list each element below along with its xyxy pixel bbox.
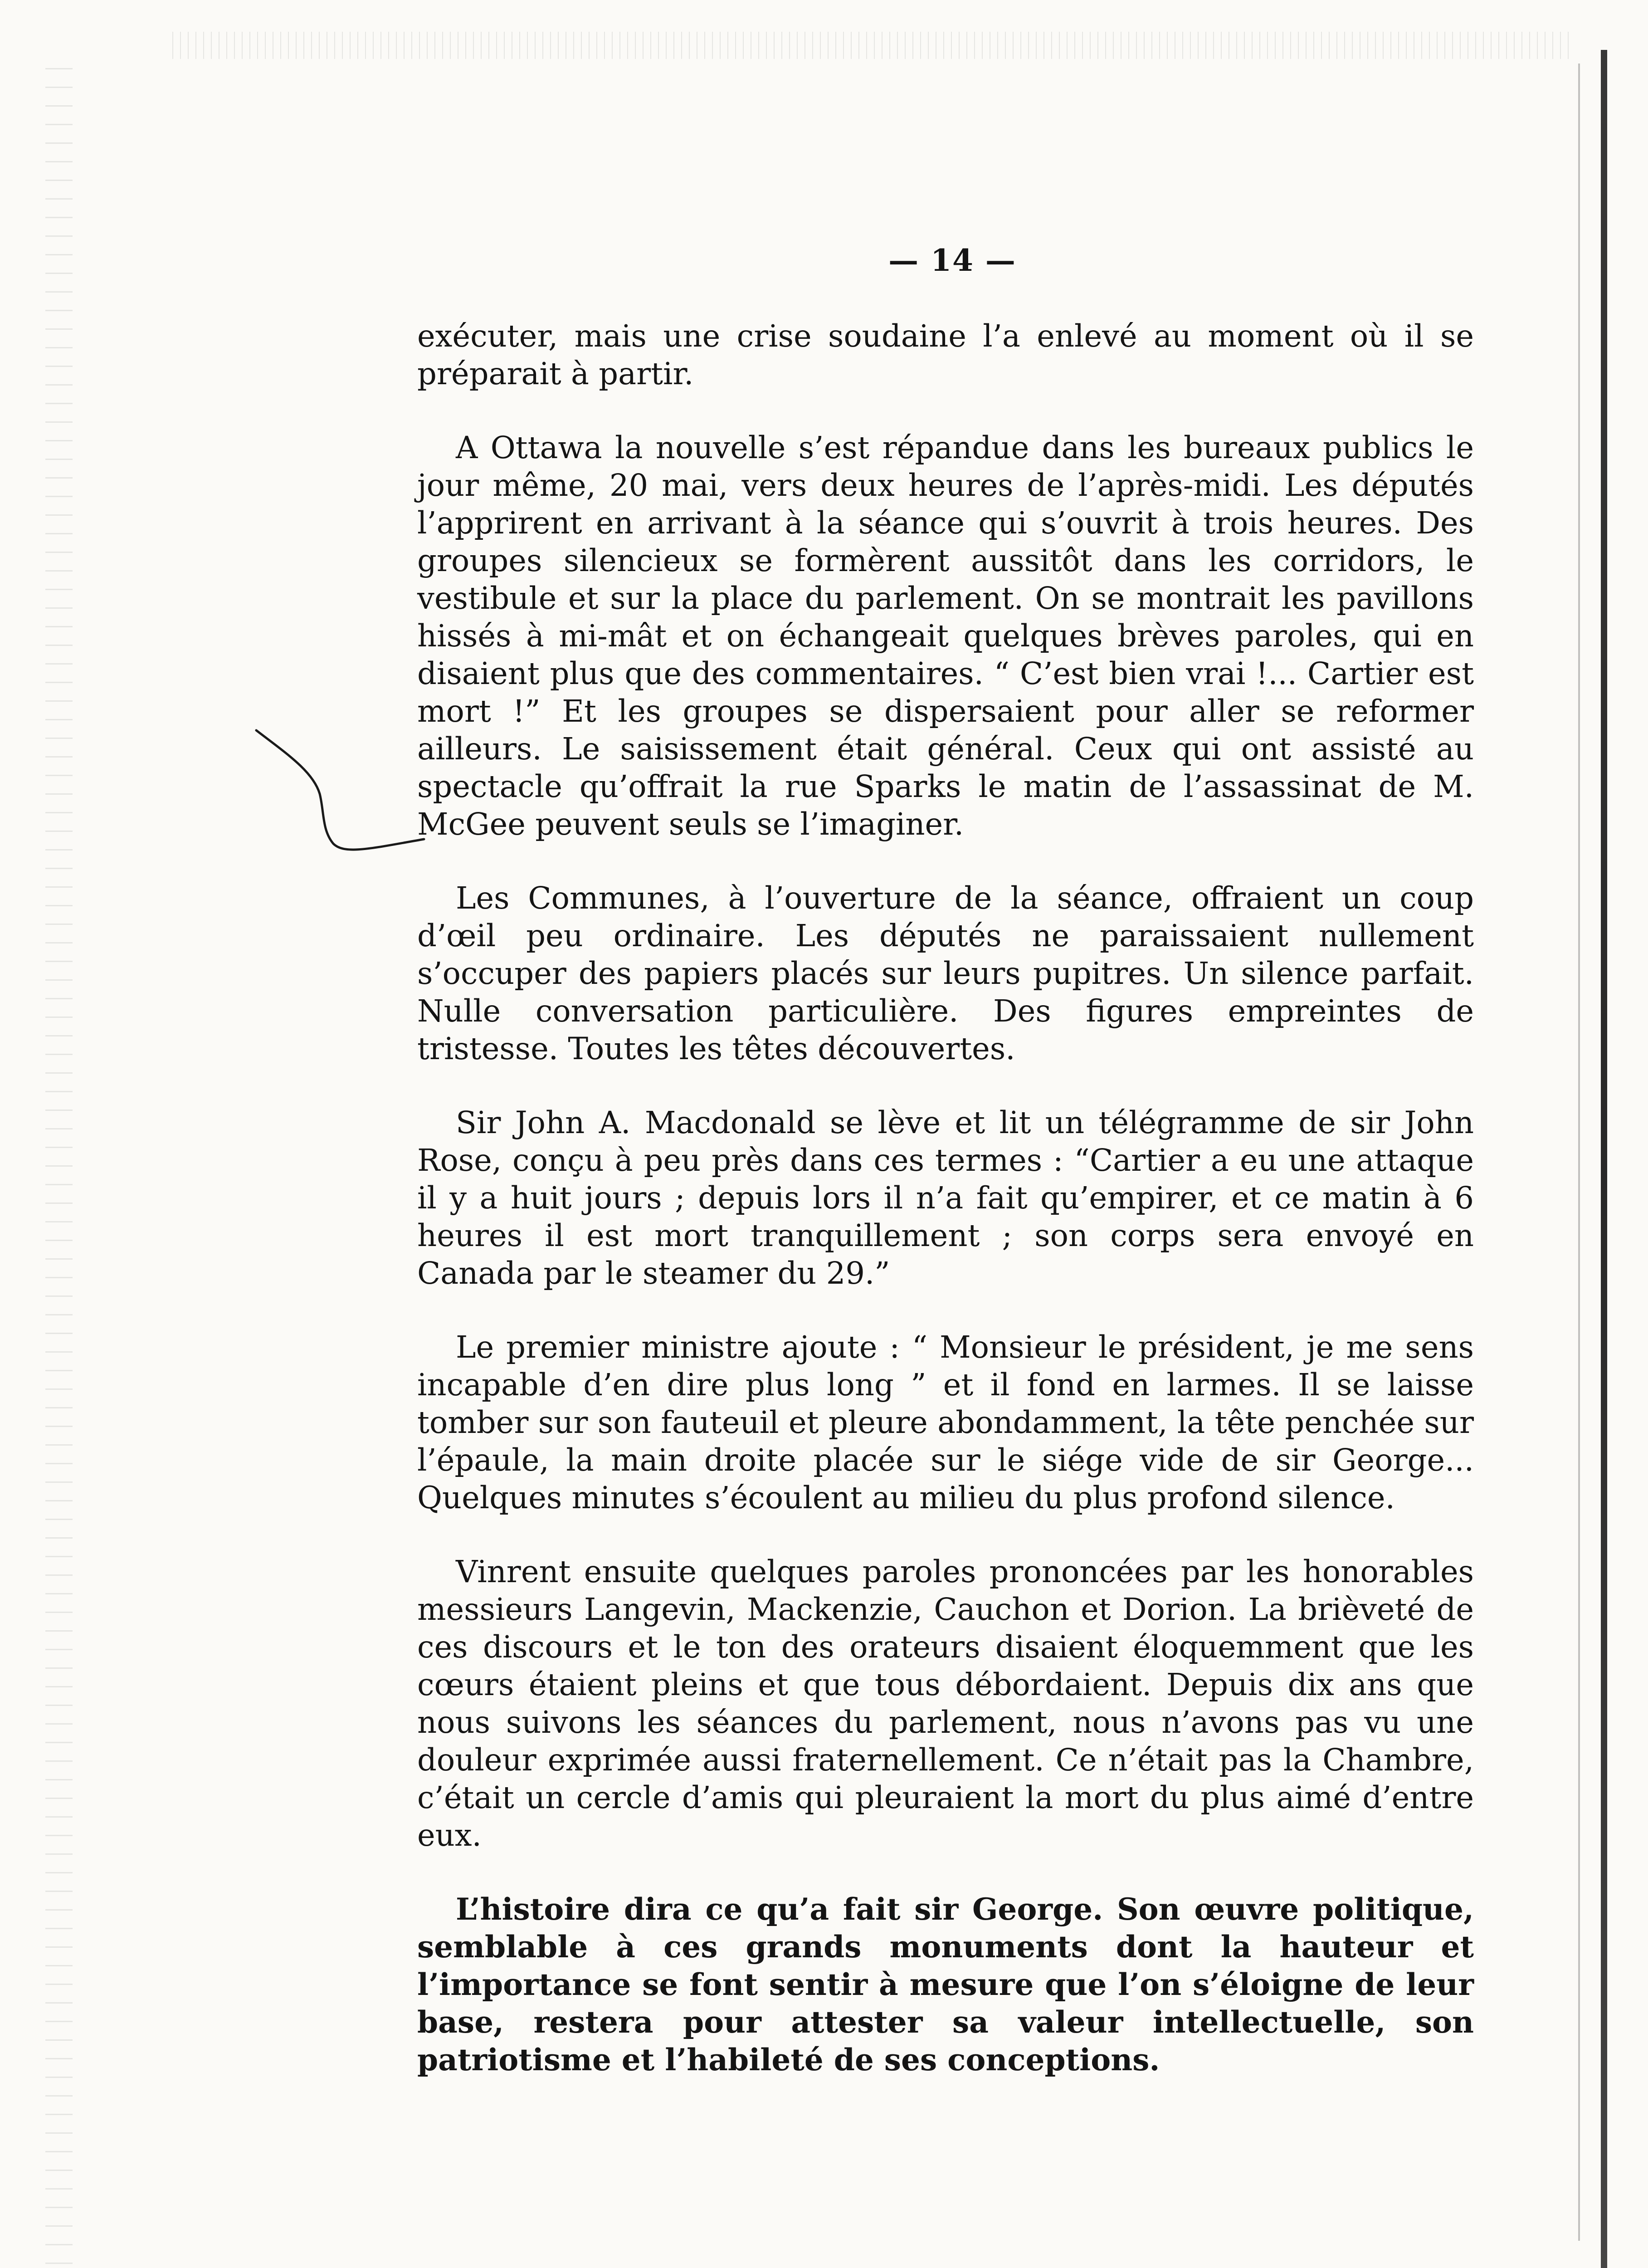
binding-shadow: [1578, 64, 1580, 2241]
paragraph-macdonald-telegram: Sir John A. Macdonald se lève et lit un télégramme de sir John Rose, conçu à peu près dans ces termes : “Cartier a eu une attaque il y a huit jours ; depuis lors il n’a fait qu’empirer, et ce matin à 6 heures il est mort tranquillement ; son corps sera envoyé en Canada par le steamer du 29.”: [417, 1105, 1474, 1291]
body-text: [417, 318, 1474, 2115]
scan-noise-top: [172, 32, 1575, 59]
paragraph-history: L’histoire dira ce qu’a fait sir George. Son œuvre politique, semblable à ces grands monuments dont la hauteur et l’importance se font sentir à mesure que l’on s’éloigne de leur base, restera pour attester sa valeur intellectuelle, son patriotisme et l’habileté de ses conceptions.: [417, 1892, 1474, 2077]
paragraph-ottawa-news: A Ottawa la nouvelle s’est répandue dans les bureaux publics le jour même, 20 mai, vers deux heures de l’après-midi. Les députés l’apprirent en arrivant à la séance qui s’ouvrit à trois heures. Des groupes silencieux se formèrent aussitôt dans les corridors, le vestibule et sur la place du parlement. On se montrait les pavillons hissés à mi-mât et on échangeait quelques brèves paroles, qui en disaient plus que des commentaires. “ C’est bien vrai !... Cartier est mort !” Et les groupes se dispersaient pour aller se reformer ailleurs. Le saisissement était général. Ceux qui ont assisté au spectacle qu’offrait la rue Sparks le matin de l’assassinat de M. McGee peuvent seuls se l’imaginer.: [417, 430, 1474, 842]
page-edge-rule: [1601, 50, 1607, 2268]
page-number: — 14 —: [888, 243, 1016, 278]
paragraph-continuation: exécuter, mais une crise soudaine l’a enlevé au moment où il se préparait à partir.: [417, 318, 1474, 391]
paragraph-speeches: Vinrent ensuite quelques paroles prononcées par les honorables messieurs Langevin, Mackenzie, Cauchon et Dorion. La brièveté de ces discours et le ton des orateurs disaient éloquemment que les cœurs étaient pleins et que tous débordaient. Depuis dix ans que nous suivons les séances du parlement, nous n’avons pas vu une douleur exprimée aussi fraternellement. Ce n’était pas la Chambre, c’était un cercle d’amis qui pleuraient la mort du plus aimé d’entre eux.: [417, 1554, 1474, 1853]
paragraph-commons-session: Les Communes, à l’ouverture de la séance, offraient un coup d’œil peu ordinaire. Les députés ne paraissaient nullement s’occuper des papiers placés sur leurs pupitres. Un silence parfait. Nulle conversation particulière. Des figures empreintes de tristesse. Toutes les têtes découvertes.: [417, 880, 1474, 1066]
handwritten-margin-mark: [254, 726, 426, 857]
paragraph-prime-minister: Le premier ministre ajoute : “ Monsieur le président, je me sens incapable d’en dire plus long ” et il fond en larmes. Il se laisse tomber sur son fauteuil et pleure abondamment, la tête penchée sur l’épaule, la main droite placée sur le siége vide de sir George... Quelques minutes s’écoulent au milieu du plus profond silence.: [417, 1330, 1474, 1515]
scan-noise-left: [45, 68, 73, 2268]
